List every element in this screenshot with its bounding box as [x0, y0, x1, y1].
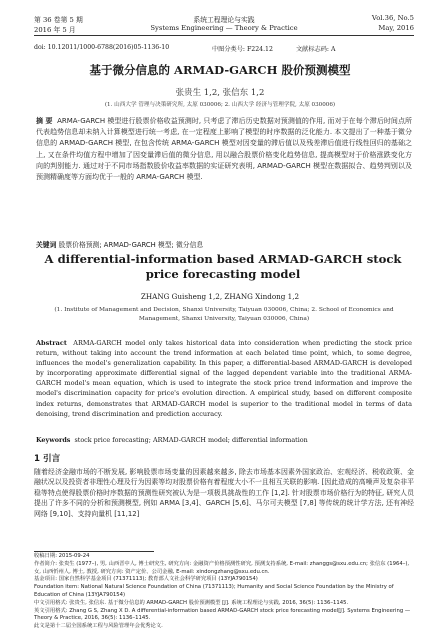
document-code: 文献标志码: A: [296, 46, 336, 53]
header-rule: [34, 35, 414, 36]
keywords-label-english: Keywords: [36, 436, 71, 444]
keywords-text-chinese: 股票价格预测; ARMAD-GARCH 模型; 微分信息: [58, 241, 204, 249]
clc-number: 中图分类号: F224.12: [212, 46, 273, 53]
footnote-received: 收稿日期: 2015-09-24: [34, 553, 90, 559]
doi: doi: 10.12011/1000-6788(2016)05-1136-10: [34, 44, 170, 51]
footnote-rule: [34, 551, 154, 552]
footnote-org: 此文是第十二届全国系统工程与风险管理年会优秀论文.: [34, 623, 163, 630]
abstract-text-chinese: ARMA-GARCH 模型进行股票价格收益预测时, 只考虑了滞后历史数据对预测值的作用, 而对于在每个滞后时间点所代表趋势信息却未纳入计算模型进行统一考虑, 在一定程度上影响了模型的时序数据的泛化能力. 本文提出了一种基于微分信息的 ARMAD-GARCH 模型, 在包含传统 ARMA-GARCH 模型对因变量的滞后值以及残差滞后值进行线性回归的基础之上, 又在条件均值方程中增加了因变量滞后值的微分信息, 用以融合股票价格变化趋势信息, 提高模型对于价格涨跌变化方向的判别能力. 通过对于不同市场指数股价收益率数据的实证研究表明, ARMAD-GARCH 模型在数据拟合、趋势判别以及预测精确度等方面均优于一般的 ARMA-GARCH 模型.: [36, 117, 412, 182]
footnotes: [34, 553, 414, 631]
affiliation-chinese: (1. 山西大学 管理与决策研究所, 太原 030006; 2. 山西大学 经济与管理学院, 太原 030006): [104, 102, 336, 108]
header-journal-en: Systems Engineering — Theory & Practice: [150, 24, 298, 32]
header-journal-cn: 系统工程理论与实践: [193, 16, 255, 24]
footnote-cite-en: 英文引用格式: Zhang G S, Zhang X D. A differential-information based ARMAD-GARCH stock price forecasting model[J]. Systems Engineering — Theory & Practice, 2016, 36(5): 1136–1145.: [34, 607, 411, 622]
title-english: A differential-information based ARMAD-GARCH stock price forecasting model: [44, 252, 402, 281]
abstract-label-chinese: 摘 要: [36, 117, 53, 125]
header-date-cn: 2016 年 5 月: [34, 26, 76, 34]
abstract-text-english: ARMA-GARCH model only takes historical data into consideration when predicting the stock price return, without taking into account the trend information at each belated time point, which, to some degree, influences the model's generalization capability. In this paper, a differential-based ARMAD-GARCH is developed by incorporating approximate differential signal of the lagged dependent variable into the traditional ARMA-GARCH model's mean equation, which is used to integrate the stock price trend information and improve the model's discrimination capacity for price's evolution direction. A empirical study, based on different composite index returns, demonstrates that ARMAD-GARCH model is superior to the traditional model in terms of data denoising, trend discrimination and prediction accuracy.: [36, 339, 412, 418]
keywords-text-english: stock price forecasting; ARMAD-GARCH model; differential information: [74, 436, 308, 444]
intro-paragraph: 随着经济金融市场的不断发展, 影响股票市场变量的因素越来越多, 除去市场基本因素外国家政治、宏观经济、税收政策、金融状况以及投资者非理性心理及行为因素等均对股票价格有着程度大小不一且相互关联的影响. [因此造成的高噪声及复杂非平稳等特点使得股票价格时序数据的预测性研究被认为是一项极具挑战性的工作 [1,2]. 针对股票市场价格行为的特征, 研究人员提出了许多不同的分析和预测模型, 例如 ARMA [3,4]、GARCH [5,6]、马尔可夫模型 [7,8] 等传统的统计学方法, 还有神经网络 [9,10]、支持向量机 [11,12]: [34, 468, 414, 518]
header-volume: 第 36 卷第 5 期: [34, 16, 83, 24]
footnote-author-info: 作者简介: 张贵生 (1977–), 男, 山西晋中人, 博士研究生, 研究方向: 金融资产价格预测性研究, 预测支持系统, E-mail: zhanggs@sxu.edu.cn; 张信东 (1964–), 女, 山西忻州人, 博士, 教授, 研究方向: 资产定价、公司金融, E-mail: xindongzhang@sxu.edu.cn.: [34, 560, 410, 575]
authors-chinese: 张贵生 1,2, 张信东 1,2: [175, 88, 265, 98]
keywords-label-chinese: 关键词: [36, 241, 57, 249]
keywords-english: [36, 436, 412, 444]
header-volume-en: Vol.36, No.5: [371, 14, 414, 22]
section-heading-intro: 1 引言: [34, 454, 61, 464]
affiliation-english: (1. Institute of Management and Decision, Shanxi University, Taiyuan 030006, China; 2. School of Economics and Management, Shanxi University, Taiyuan 030006, China): [54, 307, 394, 322]
abstract-label-english: Abstract: [36, 339, 67, 347]
footnote-cite-cn: 中文引用格式: 张贵生, 张信东. 基于微分信息的 ARMAD-GARCH 股价预测模型 [J]. 系统工程理论与实践, 2016, 36(5): 1136–1145.: [34, 599, 349, 606]
footnote-funding-en: Foundation item: National Natural Science Foundation of China (71371113); Humanity and Social Science Foundation by the Ministry of Education of China (13YJA790154): [34, 584, 394, 598]
footnote-funding-cn: 基金项目: 国家自然科学基金项目 (71371113); 教育部人文社会科学研究项目 (13YJA790154): [34, 576, 258, 583]
title-chinese: 基于微分信息的 ARMAD-GARCH 股价预测模型: [89, 63, 351, 77]
abstract-chinese: [36, 116, 412, 183]
authors-english: ZHANG Guisheng 1,2, ZHANG Xindong 1,2: [140, 292, 300, 301]
keywords-chinese: [36, 239, 412, 249]
header-date-en: May, 2016: [378, 24, 414, 32]
abstract-english: [36, 338, 412, 419]
